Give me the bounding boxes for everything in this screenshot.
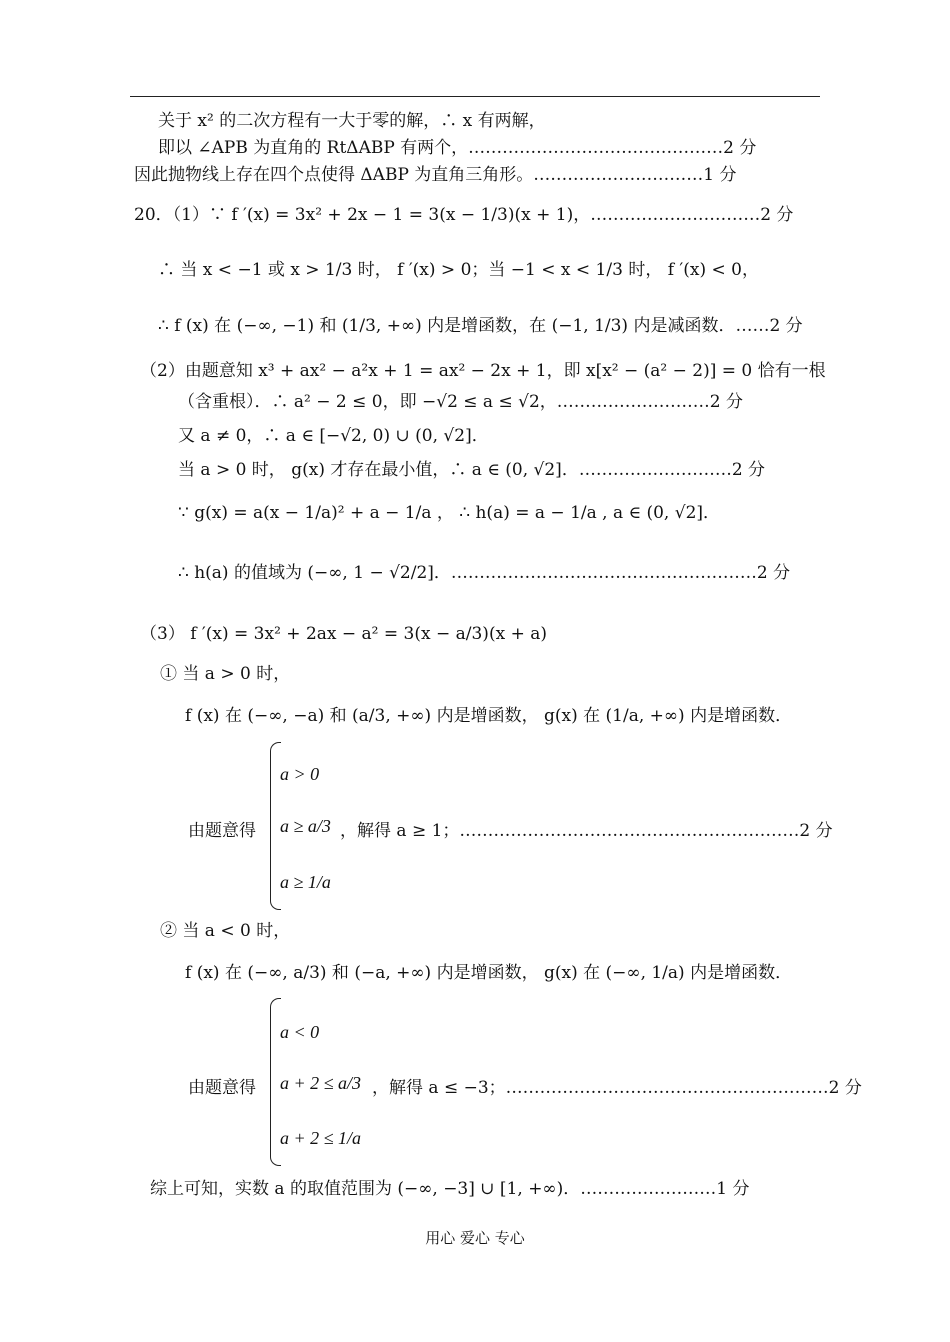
system1-result: ，解得 a ≥ 1；……………………………………………………2 分: [340, 821, 833, 841]
solution-line: f (x) 在 (−∞, −a) 和 (a/3, +∞) 内是增函数， g(x) 在 (1/a, +∞) 内是增函数．: [185, 705, 793, 726]
solution-line: 因此抛物线上存在四个点使得 ΔABP 为直角三角形。…………………………1 分: [134, 164, 737, 185]
solution-line: 又 a ≠ 0，∴ a ∈ [−√2, 0) ∪ (0, √2]．: [178, 425, 489, 446]
system2-row-3: a + 2 ≤ 1/a: [280, 1128, 362, 1148]
solution-line: （3） f ′(x) = 3x² + 2ax − a² = 3(x − a/3)(x + a): [140, 623, 547, 644]
solution-line: 即以 ∠APB 为直角的 RtΔABP 有两个，………………………………………2 分: [158, 137, 757, 158]
system1-row-1: a > 0: [280, 764, 320, 784]
solution-line: 综上可知，实数 a 的取值范围为 (−∞, −3] ∪ [1, +∞)．……………………1 分: [150, 1178, 750, 1199]
page-footer: 用心 爱心 专心: [425, 1229, 525, 1247]
solution-line: ∴ h(a) 的值域为 (−∞, 1 − √2/2]．………………………………………………2 分: [178, 562, 791, 583]
solution-line: ② 当 a < 0 时，: [160, 920, 291, 941]
solution-line: （2）由题意知 x³ + ax² − a²x + 1 = ax² − 2x + 1，即 x[x² − (a² − 2)] = 0 恰有一根: [140, 360, 826, 381]
system2-row-2: a + 2 ≤ a/3: [280, 1073, 362, 1093]
system2-label: 由题意得: [188, 1078, 256, 1098]
system2-row-1: a < 0: [280, 1022, 320, 1042]
solution-line: ① 当 a > 0 时，: [160, 663, 291, 684]
solution-line: ∵ g(x) = a(x − 1/a)² + a − 1/a ， ∴ h(a) = a − 1/a , a ∈ (0, √2]．: [178, 502, 721, 523]
system1-row-2: a ≥ a/3: [280, 816, 331, 836]
system1-label: 由题意得: [188, 821, 256, 841]
solution-line: （含重根）．∴ a² − 2 ≤ 0，即 −√2 ≤ a ≤ √2，………………………2 分: [178, 391, 743, 412]
solution-line: 关于 x² 的二次方程有一大于零的解，∴ x 有两解，: [158, 110, 546, 131]
system1-row-3: a ≥ 1/a: [280, 872, 331, 892]
header-rule: [130, 96, 820, 97]
system2-result: ，解得 a ≤ −3；…………………………………………………2 分: [372, 1078, 862, 1098]
solution-line: 20．（1）∵ f ′(x) = 3x² + 2x − 1 = 3(x − 1/3)(x + 1)，…………………………2 分: [134, 204, 794, 225]
solution-line: f (x) 在 (−∞, a/3) 和 (−a, +∞) 内是增函数， g(x) 在 (−∞, 1/a) 内是增函数．: [185, 962, 793, 983]
solution-line: 当 a > 0 时， g(x) 才存在最小值，∴ a ∈ (0, √2]．………………………2 分: [178, 459, 766, 480]
solution-line: ∴ 当 x < −1 或 x > 1/3 时， f ′(x) > 0；当 −1 < x < 1/3 时， f ′(x) < 0，: [158, 259, 759, 280]
solution-line: ∴ f (x) 在 (−∞, −1) 和 (1/3, +∞) 内是增函数，在 (−1, 1/3) 内是减函数．……2 分: [158, 315, 803, 336]
